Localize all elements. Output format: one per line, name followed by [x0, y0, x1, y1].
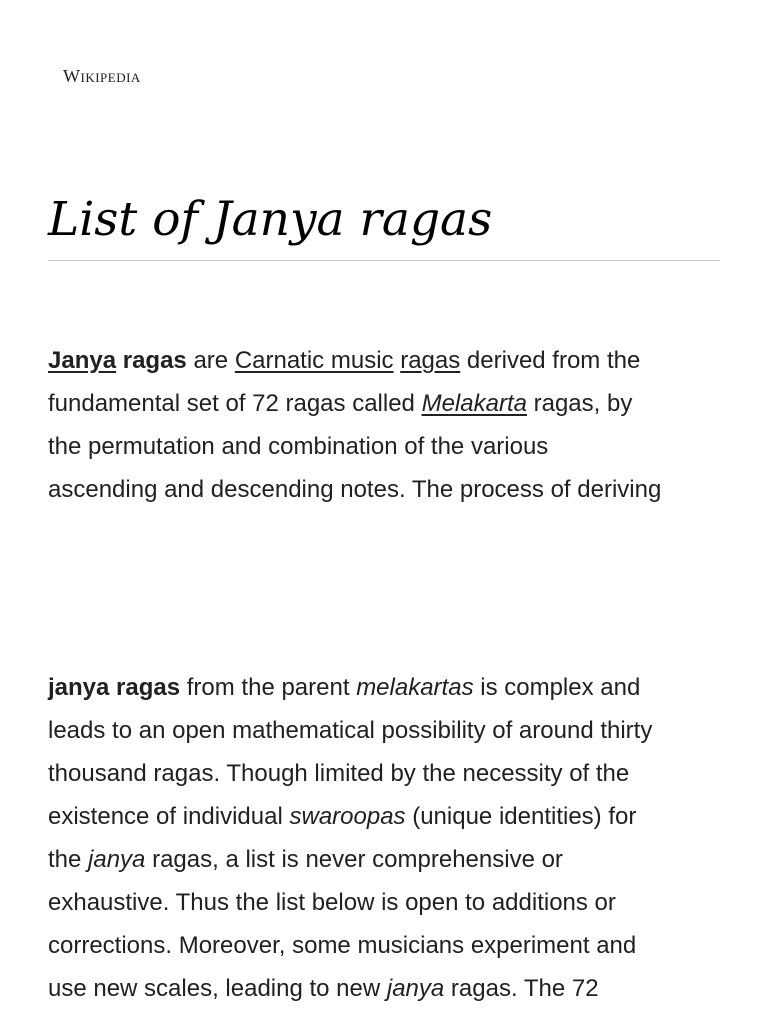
- ragas-link[interactable]: ragas: [400, 347, 461, 374]
- paragraph-line: thousand ragas. Though limited by the necessity of the: [48, 760, 630, 787]
- text: are: [186, 347, 235, 374]
- text: is complex and: [473, 674, 641, 701]
- text: (unique identities) for: [405, 803, 637, 830]
- italic-text: Melakarta: [421, 390, 527, 417]
- paragraph-line: [48, 795, 728, 838]
- text: the: [48, 846, 89, 873]
- italic-text: melakartas: [356, 674, 474, 701]
- paragraph-line: [48, 382, 728, 425]
- intro-paragraph: [48, 339, 728, 511]
- text: derived from the: [460, 347, 641, 374]
- janya-link[interactable]: Janya: [48, 347, 117, 374]
- paragraph-line: ascending and descending notes. The process of deriving: [48, 476, 662, 503]
- text: from the parent: [180, 674, 357, 701]
- text: use new scales, leading to new: [48, 975, 387, 1002]
- title-divider: [48, 260, 720, 261]
- text: fundamental set of 72 ragas called: [48, 390, 422, 417]
- paragraph-line: the permutation and combination of the various: [48, 433, 549, 460]
- italic-text: janya: [88, 846, 146, 873]
- paragraph-line: leads to an open mathematical possibility of around thirty: [48, 717, 653, 744]
- melakarta-link[interactable]: [422, 390, 527, 417]
- italic-text: swaroopas: [289, 803, 406, 830]
- carnatic-music-link[interactable]: Carnatic music: [234, 347, 394, 374]
- page-title: List of Janya ragas: [48, 192, 493, 247]
- italic-text: janya: [386, 975, 445, 1002]
- paragraph-line: corrections. Moreover, some musicians experiment and: [48, 932, 637, 959]
- paragraph-line: [48, 339, 728, 382]
- paragraph-line: [48, 967, 728, 1010]
- text: ragas. The 72: [444, 975, 599, 1002]
- paragraph-line: [48, 838, 728, 881]
- bold-text: ragas: [116, 347, 187, 374]
- paragraph-line: [48, 666, 728, 709]
- text: existence of individual: [48, 803, 290, 830]
- body-paragraph: [48, 666, 728, 1010]
- wikipedia-logo[interactable]: Wikipedia: [63, 66, 141, 86]
- paragraph-line: exhaustive. Thus the list below is open to additions or: [48, 889, 616, 916]
- text: ragas, by: [526, 390, 633, 417]
- text: ragas, a list is never comprehensive or: [145, 846, 563, 873]
- bold-text: janya ragas: [48, 674, 181, 701]
